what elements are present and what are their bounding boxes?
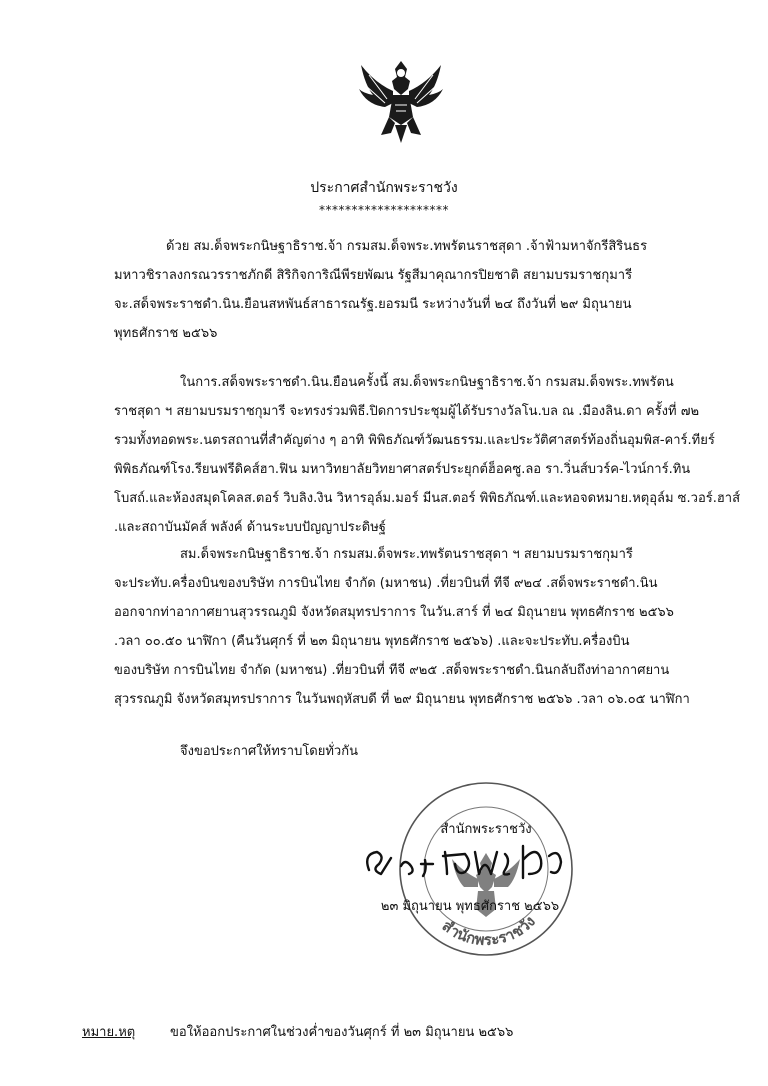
closing-statement: จึงขอประกาศให้ทราบโดยทั่วกัน (180, 744, 358, 759)
paragraph-line: มหาวชิราลงกรณวรราชภักดี สิริกิจการิณีพีรยพัฒน รัฐสีมาคุณากรปิยชาติ สยามบรมราชกุมารี (114, 268, 633, 283)
seal-text: สำนักพระราชวัง (438, 912, 539, 950)
paragraph-line: จะประทับ.ครื่องบินของบริษัท การบินไทย จำกัด (มหาชน) .ที่ยวบินที่ ทีจี ๙๒๔ .สด็จพระราชดำ.นิน (114, 576, 658, 591)
paragraph-1 (114, 232, 674, 348)
announcement-date: ๒๓ มิถุนายน พุทธศักราช ๒๕๖๖ (380, 899, 560, 914)
paragraph-line: .และสถาบันมัคส์ พลังค์ ด้านระบบปัญญาประดิษฐ์ (114, 520, 386, 535)
paragraph-line: พิพิธภัณฑ์โรง.รียนฟรีดิคส์ฮา.ฟิน มหาวิทยาลัยวิทยาศาสตร์ประยุกต์ฮ็อคซู.ลอ รา.วิ่นส์บวร์ค-ไวน์การ์.ทิน (114, 462, 691, 477)
note-text: ขอให้ออกประกาศในช่วงค่ำของวันศุกร์ ที่ ๒๓ มิถุนายน ๒๕๖๖ (170, 1025, 514, 1040)
paragraph-line: .วลา ๐๐.๕๐ นาฬิกา (คืนวันศุกร์ ที่ ๒๓ มิถุนายน พุทธศักราช ๒๕๖๖) .และจะประทับ.ครื่องบิน (114, 634, 630, 649)
paragraph-line: ของบริษัท การบินไทย จำกัด (มหาชน) .ที่ยวบินที่ ทีจี ๙๒๕ .สด็จพระราชดำ.นินกลับถึงท่าอากาศยาน (114, 663, 670, 678)
issuing-office: สำนักพระราชวัง (440, 822, 532, 837)
garuda-emblem-icon (355, 55, 447, 147)
paragraph-3 (114, 540, 690, 714)
paragraph-line: ด้วย สม.ด็จพระกนิษฐาธิราช.จ้า กรมสม.ด็จพระ.ทพรัตนราชสุดา .จ้าฟ้ามหาจักรีสิรินธร (166, 239, 648, 254)
paragraph-line: ราชสุดา ฯ สยามบรมราชกุมารี จะทรงร่วมพิธี.ปิดการประชุมผู้ได้รับรางวัลโน.บล ณ .มืองลิน.ดา ครั้งที่ ๗๒ (114, 404, 700, 419)
paragraph-line: ในการ.สด็จพระราชดำ.นิน.ยือนครั้งนี้ สม.ด็จพระกนิษฐาธิราช.จ้า กรมสม.ด็จพระ.ทพรัตน (180, 375, 674, 390)
paragraph-line: พุทธศักราช ๒๕๖๖ (114, 326, 218, 341)
signature-icon (355, 830, 585, 888)
paragraph-2 (114, 368, 741, 542)
paragraph-line: ออกจากท่าอากาศยานสุวรรณภูมิ จังหวัดสมุทรปราการ ในวัน.สาร์ ที่ ๒๔ มิถุนายน พุทธศักราช ๒๕๖๖ (114, 605, 674, 620)
paragraph-line: รวมทั้งทอดพระ.นตรสถานที่สำคัญต่าง ๆ อาทิ พิพิธภัณฑ์วัฒนธรรม.และประวัติศาสตร์ท้องถิ่นอุมพิส-คาร์.ทียร์ (114, 433, 715, 448)
paragraph-line: โบสถ์.และห้องสมุดโคลส.ตอร์ วิบลิง.งิน วิหารอุล์ม.มอร์ มีนส.ตอร์ พิพิธภัณฑ์.และหอจดหมาย.หตุอุล์ม ซ.วอร์.ฮาส์ (114, 491, 741, 506)
title-separator: ******************** (319, 203, 449, 217)
announcement-title: ประกาศสำนักพระราชวัง (310, 180, 458, 196)
paragraph-line: จะ.สด็จพระราชดำ.นิน.ยือนสหพันธ์สาธารณรัฐ.ยอรมนี ระหว่างวันที่ ๒๔ ถึงวันที่ ๒๙ มิถุนายน (114, 297, 632, 312)
note-label: หมาย.หตุ (82, 1025, 136, 1040)
paragraph-line: สม.ด็จพระกนิษฐาธิราช.จ้า กรมสม.ด็จพระ.ทพรัตนราชสุดา ฯ สยามบรมราชกุมารี (180, 547, 633, 562)
paragraph-line: สุวรรณภูมิ จังหวัดสมุทรปราการ ในวันพฤหัสบดี ที่ ๒๙ มิถุนายน พุทธศักราช ๒๕๖๖ .วลา ๐๖.๐๕ นาฬิกา (114, 692, 690, 707)
